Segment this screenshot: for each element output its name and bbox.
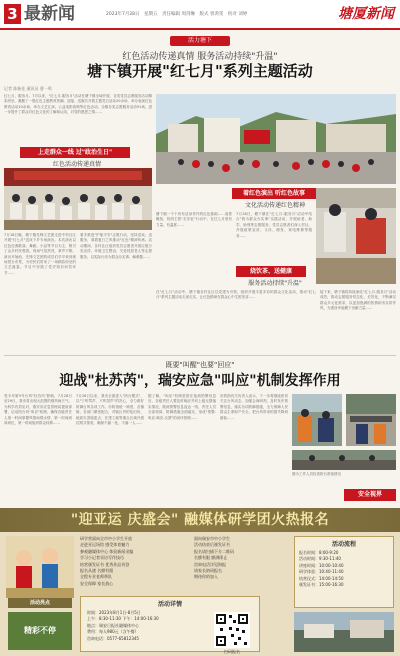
ad-line: 报名请扫描下方二维码 (194, 548, 234, 554)
ad-line: 结营颁发证书 优秀作品刊登 (80, 561, 130, 567)
details-item: 时间：2023年8月1日-8月5日 (87, 610, 141, 615)
ad-scenery-photo (294, 612, 394, 652)
typhoon-photo-2 (346, 394, 396, 446)
section-banner-2: 着红色演出 听红色故事 (232, 188, 316, 199)
details-item: 咨询电话：0577-65812345 (87, 635, 139, 641)
paper-logo: 塘厦新闻 (338, 6, 394, 22)
ad-line: 全程专业老师带队 (80, 574, 112, 580)
ad-line: 请家长陪同报名 (194, 568, 222, 574)
second-text-col4: 市防指有关负责人表示，下一步将继续密切关注台风动态，加强会商研判，及时发布预警信息，落实各项防御措施，全力保障人民群众生命财产安全，把台风带来的损失降到最低…… (220, 394, 288, 420)
body-text-col7: 接下来，塘下镇将持续深化"红七月-服务月"活动成效，推动志愿服务常态化、长效化，不断满足群众多元化需求，以更加饱满的热情和务实的作风，为建设幸福塘下贡献力量…… (320, 290, 396, 311)
ad-illustration (6, 536, 74, 598)
schedule-item: 结营仪式：14:00-14:50 (299, 575, 344, 581)
ad-block-2 (194, 536, 290, 581)
ad-line: 咨询电话详见海报 (194, 561, 226, 567)
schedule-item: 讲座时间：10:00-10:40 (299, 562, 344, 568)
ad-line: 参观融媒体中心 体验新闻采编 (80, 548, 134, 554)
body-text-col2: 7月18日晚，塘下镇先锋文艺团走进中村社区开展"红七月"送戏下乡专场演出。本次演出以红色经典歌曲、舞蹈、小品等节目为主，吸引了众多村民观看。现场气氛热烈，掌声不断。演出开始前，先锋文艺团的成员们早早来到现场搭台布景，为村民们带来了一场精彩纷呈的文艺盛宴。节目中穿插了党史知识问答环节…… (4, 233, 76, 275)
details-item: 费用：每人980元（含午餐） (87, 629, 139, 635)
ad-line: 学习小记者采访写作技巧 (80, 555, 124, 561)
elderly-service-photo (316, 188, 396, 284)
qr-label: 扫码报名 (224, 649, 240, 654)
body-text-col5: 7月18日，塘下镇在"红七月-服务月"活动中结合"我为群众办实事"实践活动，开展助老、助学、助残等志愿服务。党员志愿者们深入村社，开展政策宣讲、义诊、理发、家电维修等服务…… (236, 212, 312, 238)
body-text-col6: 在"红七月"活动中，塘下镇各村社区以党建为引领，组织开展丰富多彩的群众文化活动，推动"红七月"系列主题活动走深走实，让红色精神在群众心中生根发芽…… (156, 290, 316, 300)
second-headline: 迎战"杜苏芮"，瑞安应急"叫应"机制发挥作用 (59, 373, 341, 389)
ad-block-1 (80, 536, 190, 587)
second-text-col2: 7月26日以来，我市全面进入"防台模式"，以"宁听骂声、不听哭声"的决心，全力做好防御台风各项工作。市防指统一调度，各镇街、各部门紧密配合，对辖区内的危旧房、地质灾害隐患点、在建工地等重点区域开展拉网式排查，确保不漏一处、不落一人…… (76, 394, 144, 426)
ad-title: "迎亚运 庆盛会" 融媒体研学团火热报名 (70, 512, 330, 528)
body-text-col4: 塘下镇一个个有有活身作作的红色基础……高度概括，纷纷主张"走东征"行动中，在红七月里有力量、有温度…… (156, 212, 232, 227)
promo-advertisement (0, 508, 400, 656)
party-meeting-photo (4, 168, 152, 230)
section-name: 最新闻 (24, 4, 75, 24)
section-banner-1-sub: 红色活动传递真情 (52, 161, 101, 168)
ad-badge: 活动亮点 (8, 598, 72, 608)
masthead (0, 0, 400, 30)
details-item: 上午：8:30-11:30 下午：14:00-16:30 (87, 616, 159, 622)
schedule-item: 颁发证书：15:00-16:30 (299, 582, 344, 588)
page-number: 3 (4, 4, 21, 24)
qr-code[interactable] (214, 612, 250, 648)
ad-line: 面向瑞安市中小学生 (194, 536, 230, 541)
ad-line: 研学营面向全市中小学生开放 (80, 536, 132, 541)
village-performance-photo (156, 94, 396, 184)
safety-column-tag: 安全视界 (344, 489, 396, 501)
ad-stamp: 精彩不停 (8, 612, 72, 650)
second-text-col3: 据了解，"叫应"机制是指在接到预警信息后，各级责任人要及时响应并向上级反馈落实情况，做到预警信息直达一线、责任人员全部到岗、防御措施全面落实，形成"预警-叫应-响应-反馈"的闭环管理…… (148, 394, 216, 420)
section-banner-3: 烧饮茶、送健康 (236, 266, 306, 277)
photo-caption: 图为工作人员检查防台准备情况 (292, 472, 341, 476)
schedule-box (294, 536, 394, 608)
second-text-col1: 受今年第5号台风"杜苏芮"影响，7月28日至29日，我市将出现大范围的强风雨天气。为科学有效应对，瑞安市应急管理局提前部署，启动防台风"叫应"机制，确保各级责任人第一时间掌握风情雨情水情，第一时间到岗到位，第一时间组织群众转移…… (4, 394, 72, 426)
second-kicker: 既要"叫醒"也要"回应" (165, 361, 235, 369)
byline: 记者 陈新佳 通讯员 曹一鸣 (4, 86, 52, 91)
ad-line: 走进亚运场馆 感受体育魅力 (80, 542, 130, 548)
section-banner-1: 上走群众一线 过"政治生日" (20, 147, 130, 158)
story-divider (4, 355, 396, 356)
schedule-item: 活动时间：9:30-11:40 (299, 556, 341, 562)
schedule-title: 活动流程 (331, 541, 356, 548)
typhoon-photo-1 (292, 394, 342, 446)
details-title: 活动详情 (157, 601, 182, 608)
schedule-item: 报名时间：8:00-9:20 (299, 550, 339, 555)
ad-line: 安全保障 家长放心 (80, 580, 114, 586)
ad-line: 期待你的加入 (194, 574, 218, 580)
section-banner-3-sub: 服务活动持续"升温" (248, 280, 302, 287)
details-item: 地点：瑞安日报社融媒体中心 (87, 622, 139, 628)
typhoon-photo-3 (292, 450, 396, 470)
ad-line: 名额有限 额满即止 (194, 555, 228, 561)
ad-line: 活动结束后颁发证书 (194, 542, 230, 548)
section-banner-2-sub: 文化活动传递红色精神 (244, 202, 305, 209)
schedule-item: 研学体验：10:40-11:40 (299, 569, 344, 575)
intro-text: 红七月，服务月。7月以来，"红七月-服务月"活动在塘下镇全域开展，各类党员志愿服务活动精彩纷呈，凝聚了一股红色主题教育热潮。迎接、送旗共开展主题党日活动20余场，举办表演红色教育活动10余场，举办文艺汇演、公益电影放映等红色活动。全镇各类志愿服务活动91场，进一步提升了群众对红色文化的了解和认同，对党的感恩之情…… (4, 94, 152, 115)
top-subheadline: 红色活动传递真情 服务活动持续"升温" (122, 52, 278, 62)
issue-meta: 2023年7月28日 星期五 责任编辑 周剑琳 版式 曾鸿雯 校对 刘婷 (106, 12, 248, 17)
column-tag: 活力塘下 (170, 36, 230, 46)
ad-line: 报名从速 名额有限 (80, 568, 114, 574)
top-headline: 塘下镇开展"红七月"系列主题活动 (87, 62, 313, 80)
body-text-col3: 着手推进"护航平安"志愿行动，坚持送戏、送服务，乘着夏日之风推动"红色"精神传承。活动期间，各村社区组织党员志愿者开展垃圾分类宣传、环境卫生整治、关爱独居老人等志愿服务，以实际行动为群众办实事、解难题…… (80, 233, 152, 259)
